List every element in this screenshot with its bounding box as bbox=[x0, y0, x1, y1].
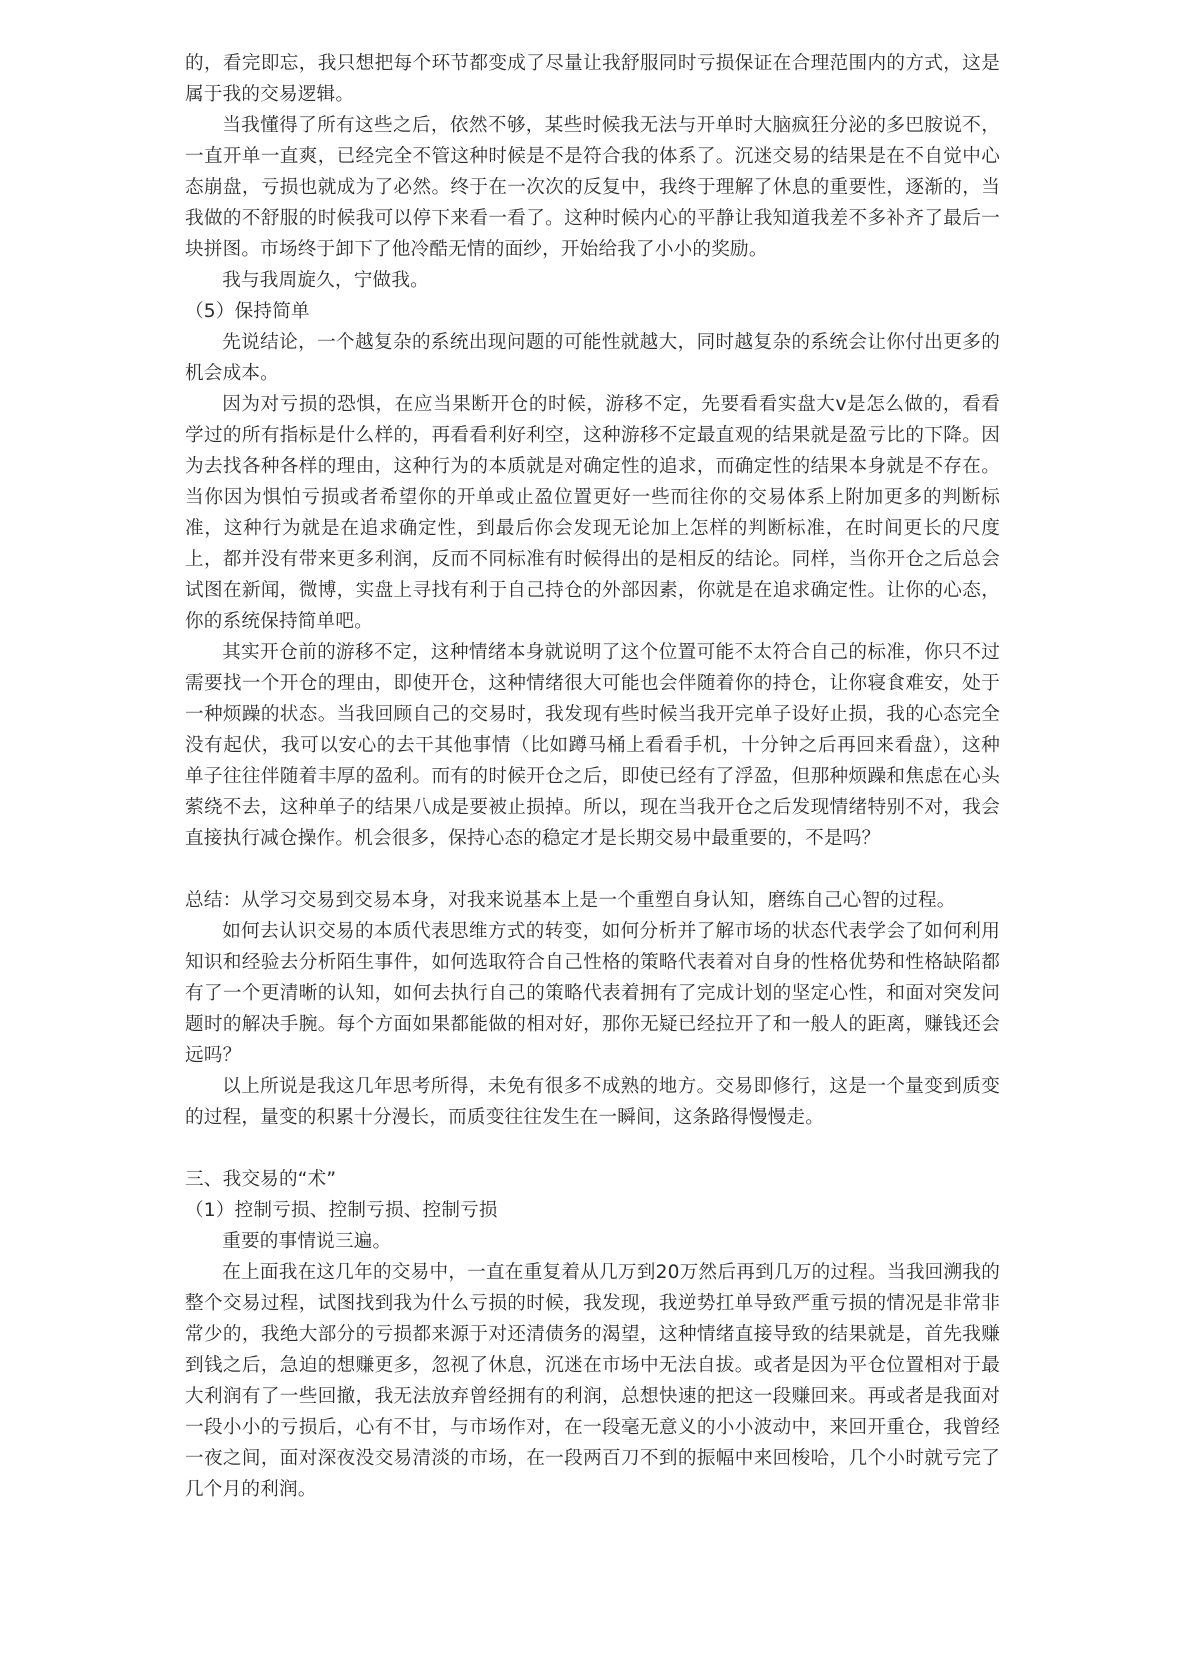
paragraph-dopamine: 当我懂得了所有这些之后，依然不够，某些时候我无法与开单时大脑疯狂分泌的多巴胺说不，一直开单一直爽，已经完全不管这种时候是不是符合我的体系了。沉迷交易的结果是在不自觉中心态崩盘，亏损也就成为了必然。终于在一次次的反复中，我终于理解了休息的重要性，逐渐的，当我做的不舒服的时候我可以停下来看一看了。这种时候内心的平静让我知道我差不多补齐了最后一块拼图。市场终于卸下了他冷酷无情的面纱，开始给我了小小的奖励。 bbox=[185, 115, 1000, 260]
section-heading-control-loss: （1）控制亏损、控制亏损、控制亏损 bbox=[185, 1200, 498, 1221]
paragraph-repeat-three: 重要的事情说三遍。 bbox=[222, 1231, 392, 1252]
paragraph-understanding: 如何去认识交易的本质代表思维方式的转变，如何分析并了解市场的状态代表学会了如何利用知识和经验去分析陌生事件，如何选取符合自己性格的策略代表着对自身的性格优势和性格缺陷都有了一个更清晰的认知，如何去执行自己的策略代表着拥有了完成计划的坚定心性，和面对突发问题时的解决手腕。每个方面如果都能做的相对好，那你无疑已经拉开了和一般人的距离，赚钱还会远吗？ bbox=[185, 921, 1000, 1066]
paragraph-summary: 总结：从学习交易到交易本身，对我来说基本上是一个重塑自身认知，磨练自己心智的过程。 bbox=[185, 890, 956, 911]
paragraph-loss-history: 在上面我在这几年的交易中，一直在重复着从几万到20万然后再到几万的过程。当我回溯我的整个交易过程，试图找到我为什么亏损的时候，我发现，我逆势扛单导致严重亏损的情况是非常非常少的，我绝大部分的亏损都来源于对还清债务的渴望，这种情绪直接导致的结果就是，首先我赚到钱之后，急迫的想赚更多，忽视了休息，沉迷在市场中无法自拔。或者是因为平仓位置相对于最大利润有了一些回撤，我无法放弃曾经拥有的利润，总想快速的把这一段赚回来。再或者是我面对一段小小的亏损后，心有不甘，与市场作对，在一段毫无意义的小小波动中，来回开重仓，我曾经一夜之间，面对深夜没交易清淡的市场，在一段两百刀不到的振幅中来回梭哈，几个小时就亏完了几个月的利润。 bbox=[185, 1262, 1000, 1500]
paragraph-certainty: 因为对亏损的恐惧，在应当果断开仓的时候，游移不定，先要看看实盘大v是怎么做的，看看学过的所有指标是什么样的，再看看利好利空，这种游移不定最直观的结果就是盈亏比的下降。因为去找各种各样的理由，这种行为的本质就是对确定性的追求，而确定性的结果本身就是不存在。当你因为惧怕亏损或者希望你的开单或止盈位置更好一些而往你的交易体系上附加更多的判断标准，这种行为就是在追求确定性，到最后你会发现无论加上怎样的判断标准，在时间更长的尺度上，都并没有带来更多利润，反而不同标准有时候得出的是相反的结论。同样，当你开仓之后总会试图在新闻，微博，实盘上寻找有利于自己持仓的外部因素，你就是在追求确定性。让你的心态，你的系统保持简单吧。 bbox=[185, 394, 1000, 632]
paragraph-reflection: 以上所说是我这几年思考所得，未免有很多不成熟的地方。交易即修行，这是一个量变到质变的过程，量变的积累十分漫长，而质变往往发生在一瞬间，这条路得慢慢走。 bbox=[185, 1076, 1000, 1128]
paragraph-conclusion: 先说结论，一个越复杂的系统出现问题的可能性就越大，同时越复杂的系统会让你付出更多的机会成本。 bbox=[185, 332, 1000, 384]
chapter-heading-technique: 三、我交易的“术” bbox=[185, 1169, 337, 1190]
paragraph-quote: 我与我周旋久，宁做我。 bbox=[222, 270, 429, 291]
paragraph-hesitation: 其实开仓前的游移不定，这种情绪本身就说明了这个位置可能不太符合自己的标准，你只不过需要找一个开仓的理由，即使开仓，这种情绪很大可能也会伴随着你的持仓，让你寝食难安，处于一种烦躁的状态。当我回顾自己的交易时，我发现有些时候当我开完单子设好止损，我的心态完全没有起伏，我可以安心的去干其他事情（比如蹲马桶上看看手机，十分钟之后再回来看盘），这种单子往往伴随着丰厚的盈利。而有的时候开仓之后，即使已经有了浮盈，但那种烦躁和焦虑在心头萦绕不去，这种单子的结果八成是要被止损掉。所以，现在当我开仓之后发现情绪特别不对，我会直接执行减仓操作。机会很多，保持心态的稳定才是长期交易中最重要的，不是吗？ bbox=[185, 642, 1000, 849]
paragraph-continuation: 的，看完即忘，我只想把每个环节都变成了尽量让我舒服同时亏损保证在合理范围内的方式，这是属于我的交易逻辑。 bbox=[185, 53, 1000, 105]
section-heading-keep-simple: （5）保持简单 bbox=[185, 301, 310, 322]
